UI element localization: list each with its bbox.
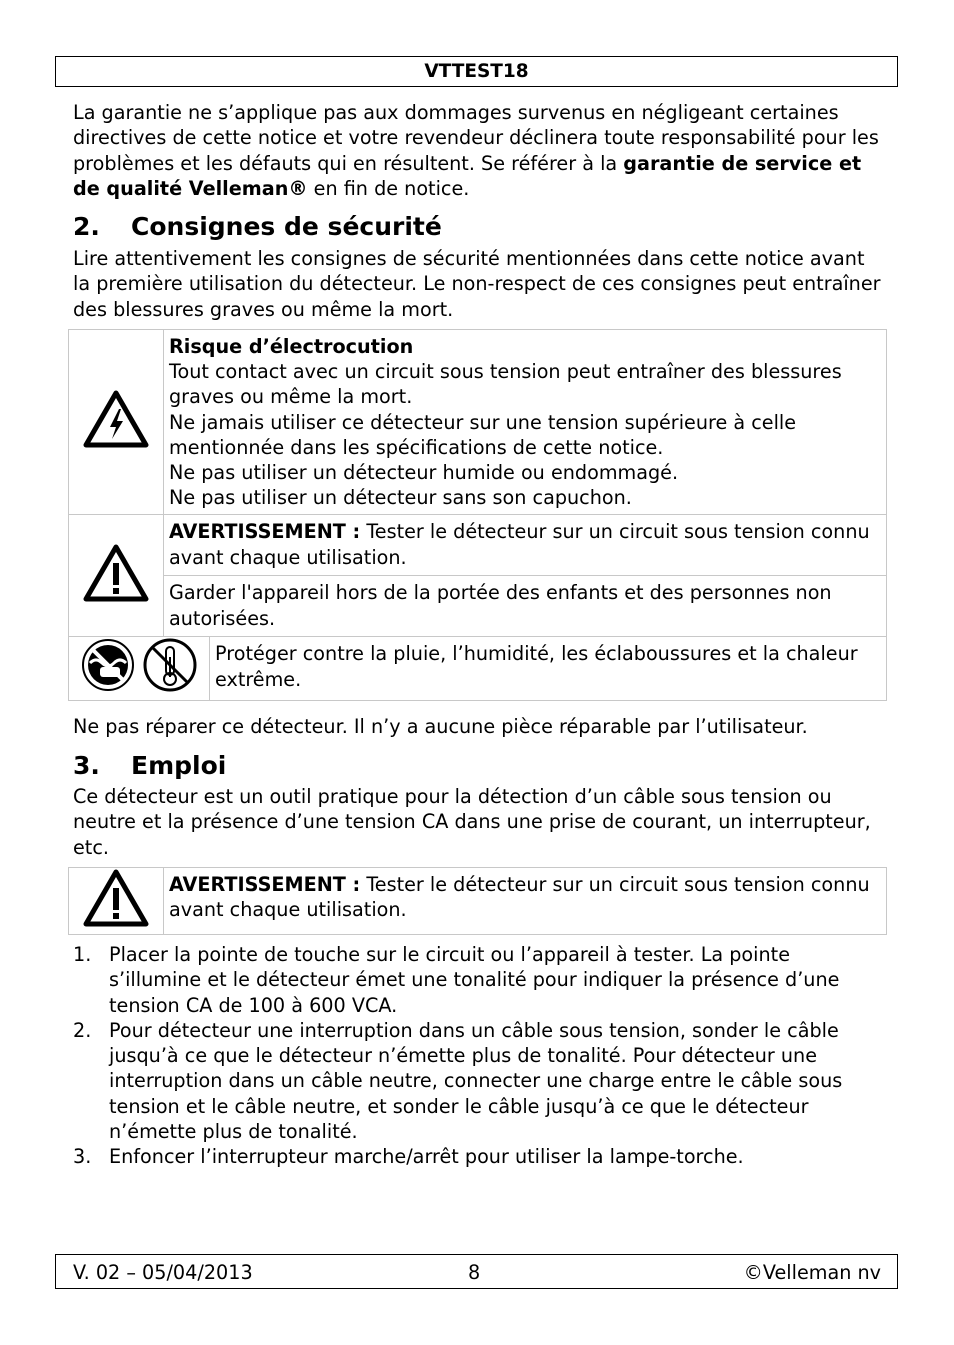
warning-text: Tester le détecteur sur un circuit sous tension connu avant chaque utilisation. bbox=[169, 520, 870, 569]
step-number: 1. bbox=[73, 943, 92, 966]
environment-text-cell: Protéger contre la pluie, l’humidité, les éclaboussures et la chaleur extrême. bbox=[210, 637, 887, 700]
warning-text-cell bbox=[164, 515, 887, 576]
section-title: Emploi bbox=[131, 751, 227, 780]
shock-heading: Risque d’électrocution bbox=[169, 335, 414, 358]
warranty-text-end: en fin de notice. bbox=[307, 177, 470, 201]
shock-line: Ne pas utiliser un détecteur humide ou endommagé. bbox=[169, 461, 679, 485]
section-3-intro: Ce détecteur est un outil pratique pour la détection d’un câble sous tension ou neutre et la présence d’une tension CA dans une prise de courant, un interrupteur, etc. bbox=[73, 785, 871, 859]
environment-row bbox=[69, 637, 887, 700]
copyright-text: ©Velleman nv bbox=[743, 1261, 881, 1284]
shock-line: Ne pas utiliser un détecteur sans son capuchon. bbox=[169, 486, 632, 510]
usage-steps-list bbox=[73, 942, 883, 1170]
shock-text-cell bbox=[164, 330, 887, 515]
list-item bbox=[73, 1144, 883, 1169]
warranty-paragraph bbox=[73, 100, 883, 202]
step-text: Pour détecteur une interruption dans un câble sous tension, sonder le câble jusqu’à ce que le détecteur n’émette plus de tonalité. Pour détecteur une interruption dans un câble neutre, connecter une charge entre le câble sous tension et le câble neutre, et sonder le câble jusqu’à ce que le détecteur n’émette plus de tonalité. bbox=[109, 1018, 843, 1144]
section-number: 2. bbox=[73, 212, 100, 241]
page-footer bbox=[55, 1254, 898, 1289]
version-text: V. 02 – 05/04/2013 bbox=[73, 1261, 253, 1284]
warranty-text: La garantie ne s’applique pas aux dommages survenus en négligeant certaines directives de cette notice et votre revendeur déclinera toute responsabilité pour les problèmes et les défauts qui en résultent. Se référer à la bbox=[73, 101, 879, 175]
section-number: 3. bbox=[73, 751, 100, 780]
warning-icon-cell bbox=[69, 515, 164, 637]
electric-shock-warning-icon bbox=[83, 389, 149, 449]
children-row bbox=[69, 576, 887, 637]
usage-warning-table bbox=[68, 867, 887, 935]
section-2-heading bbox=[73, 212, 442, 242]
warning-icon-cell bbox=[69, 868, 164, 935]
shock-icon-cell bbox=[69, 330, 164, 515]
warning-label: AVERTISSEMENT : bbox=[169, 520, 361, 544]
section-2-intro: Lire attentivement les consignes de sécurité mentionnées dans cette notice avant la première utilisation du détecteur. Le non-respect de ces consignes peut entraîner des blessures graves ou même la mort. bbox=[73, 247, 881, 321]
shock-row bbox=[69, 330, 887, 515]
step-number: 2. bbox=[73, 1018, 92, 1042]
warning-label: AVERTISSEMENT : bbox=[169, 873, 361, 896]
section-3-heading bbox=[73, 751, 226, 781]
step-number: 3. bbox=[73, 1145, 92, 1169]
safety-table bbox=[68, 329, 887, 701]
warning-text: Tester le détecteur sur un circuit sous tension connu avant chaque utilisation. bbox=[169, 873, 870, 922]
list-item bbox=[73, 1018, 883, 1144]
warning-row bbox=[69, 868, 887, 935]
children-text-cell: Garder l'appareil hors de la portée des enfants et des personnes non autorisées. bbox=[164, 576, 887, 637]
list-item bbox=[73, 942, 883, 1018]
page-number: 8 bbox=[468, 1261, 481, 1284]
warranty-link-text: garantie de service et de qualité Velleman® bbox=[73, 151, 862, 201]
warning-row bbox=[69, 515, 887, 576]
step-text: Enfoncer l’interrupteur marche/arrêt pour utiliser la lampe-torche. bbox=[109, 1145, 744, 1169]
page-header: VTTEST18 bbox=[55, 56, 898, 87]
no-repair-text: Ne pas réparer ce détecteur. Il n’y a aucune pièce réparable par l’utilisateur. bbox=[73, 715, 808, 738]
shock-line: Tout contact avec un circuit sous tension peut entraîner des blessures graves ou même la mort. bbox=[169, 360, 842, 409]
environment-icon-cell bbox=[69, 637, 210, 700]
no-water-icon bbox=[80, 637, 136, 693]
shock-line: Ne jamais utiliser ce détecteur sur une tension supérieure à celle mentionnée dans les spécifications de cette notice. bbox=[169, 410, 797, 459]
section-title: Consignes de sécurité bbox=[131, 212, 442, 241]
warning-text-cell bbox=[164, 868, 887, 935]
exclamation-warning-icon bbox=[83, 543, 149, 603]
exclamation-warning-icon bbox=[83, 868, 149, 928]
step-text: Placer la pointe de touche sur le circuit ou l’appareil à tester. La pointe s’illumine et le détecteur émet une tonalité pour indiquer la présence d’une tension CA de 100 à 600 VCA. bbox=[109, 943, 840, 1017]
no-heat-icon bbox=[142, 637, 198, 693]
